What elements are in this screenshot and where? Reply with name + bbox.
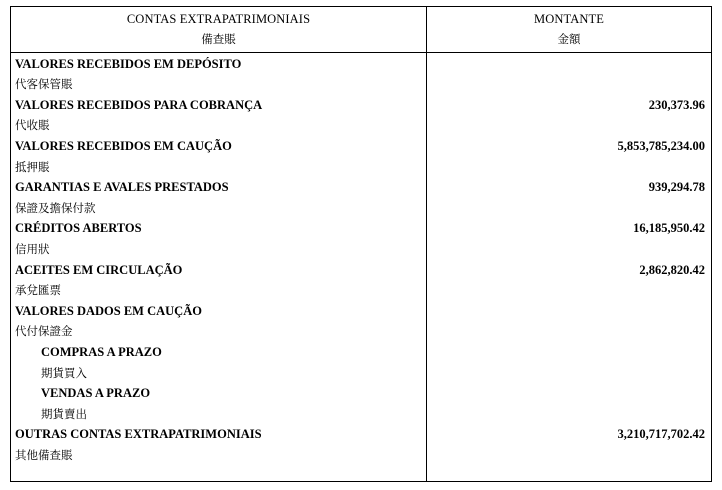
table-row — [11, 301, 711, 322]
table-row — [11, 54, 711, 75]
table-row — [11, 136, 711, 157]
amount-value: 3,210,717,702.42 — [617, 427, 705, 442]
table-row — [11, 342, 711, 363]
table-row — [11, 95, 711, 116]
account-label-pt: GARANTIAS E AVALES PRESTADOS — [15, 180, 229, 195]
account-label-cn: 抵押賬 — [15, 159, 50, 174]
table-row — [11, 218, 711, 239]
account-label-pt: OUTRAS CONTAS EXTRAPATRIMONIAIS — [15, 427, 262, 442]
account-label-cn: 其他備查賬 — [15, 447, 73, 462]
table-row — [11, 198, 711, 219]
account-label-pt: COMPRAS A PRAZO — [41, 344, 162, 359]
account-label-pt: CRÉDITOS ABERTOS — [15, 221, 142, 236]
table-row — [11, 74, 711, 95]
account-label-cn: 代收賬 — [15, 118, 50, 133]
amount-value: 5,853,785,234.00 — [617, 138, 705, 153]
off-balance-sheet-table — [10, 6, 712, 482]
account-label-pt: VALORES DADOS EM CAUÇÃO — [15, 303, 202, 318]
table-row — [11, 177, 711, 198]
table-row — [11, 321, 711, 342]
header-amount — [427, 7, 711, 52]
account-label-pt: VENDAS A PRAZO — [41, 386, 151, 401]
account-label-cn: 代客保管賬 — [15, 77, 73, 92]
account-label-cn: 期貨賣出 — [41, 406, 87, 421]
account-label-pt: VALORES RECEBIDOS PARA COBRANÇA — [15, 97, 263, 112]
header-accounts — [11, 7, 426, 52]
table-row — [11, 239, 711, 260]
header-amount-pt: MONTANTE — [534, 12, 604, 26]
table-row — [11, 445, 711, 466]
table-row — [11, 260, 711, 281]
amount-value: 230,373.96 — [648, 97, 705, 112]
table-row — [11, 404, 711, 425]
account-label-pt: VALORES RECEBIDOS EM DEPÓSITO — [15, 56, 242, 71]
account-label-cn: 代付保證金 — [15, 324, 73, 339]
table-row — [11, 115, 711, 136]
amount-value: 2,862,820.42 — [639, 262, 705, 277]
amount-value: 939,294.78 — [648, 180, 705, 195]
table-row — [11, 424, 711, 445]
table-row — [11, 363, 711, 384]
account-label-cn: 承兌匯票 — [15, 283, 61, 298]
table-row — [11, 383, 711, 404]
amount-value: 16,185,950.42 — [633, 221, 705, 236]
table-row — [11, 280, 711, 301]
header-accounts-cn: 備查賬 — [201, 32, 236, 46]
account-label-cn: 期貨買入 — [41, 365, 87, 380]
header-accounts-pt: CONTAS EXTRAPATRIMONIAIS — [126, 12, 311, 26]
account-label-pt: ACEITES EM CIRCULAÇÃO — [15, 262, 183, 277]
account-label-pt: VALORES RECEBIDOS EM CAUÇÃO — [15, 138, 232, 153]
account-label-cn: 保證及擔保付款 — [15, 200, 96, 215]
account-label-cn: 信用狀 — [15, 241, 50, 256]
header-amount-cn: 金額 — [557, 32, 581, 46]
table-row — [11, 157, 711, 178]
